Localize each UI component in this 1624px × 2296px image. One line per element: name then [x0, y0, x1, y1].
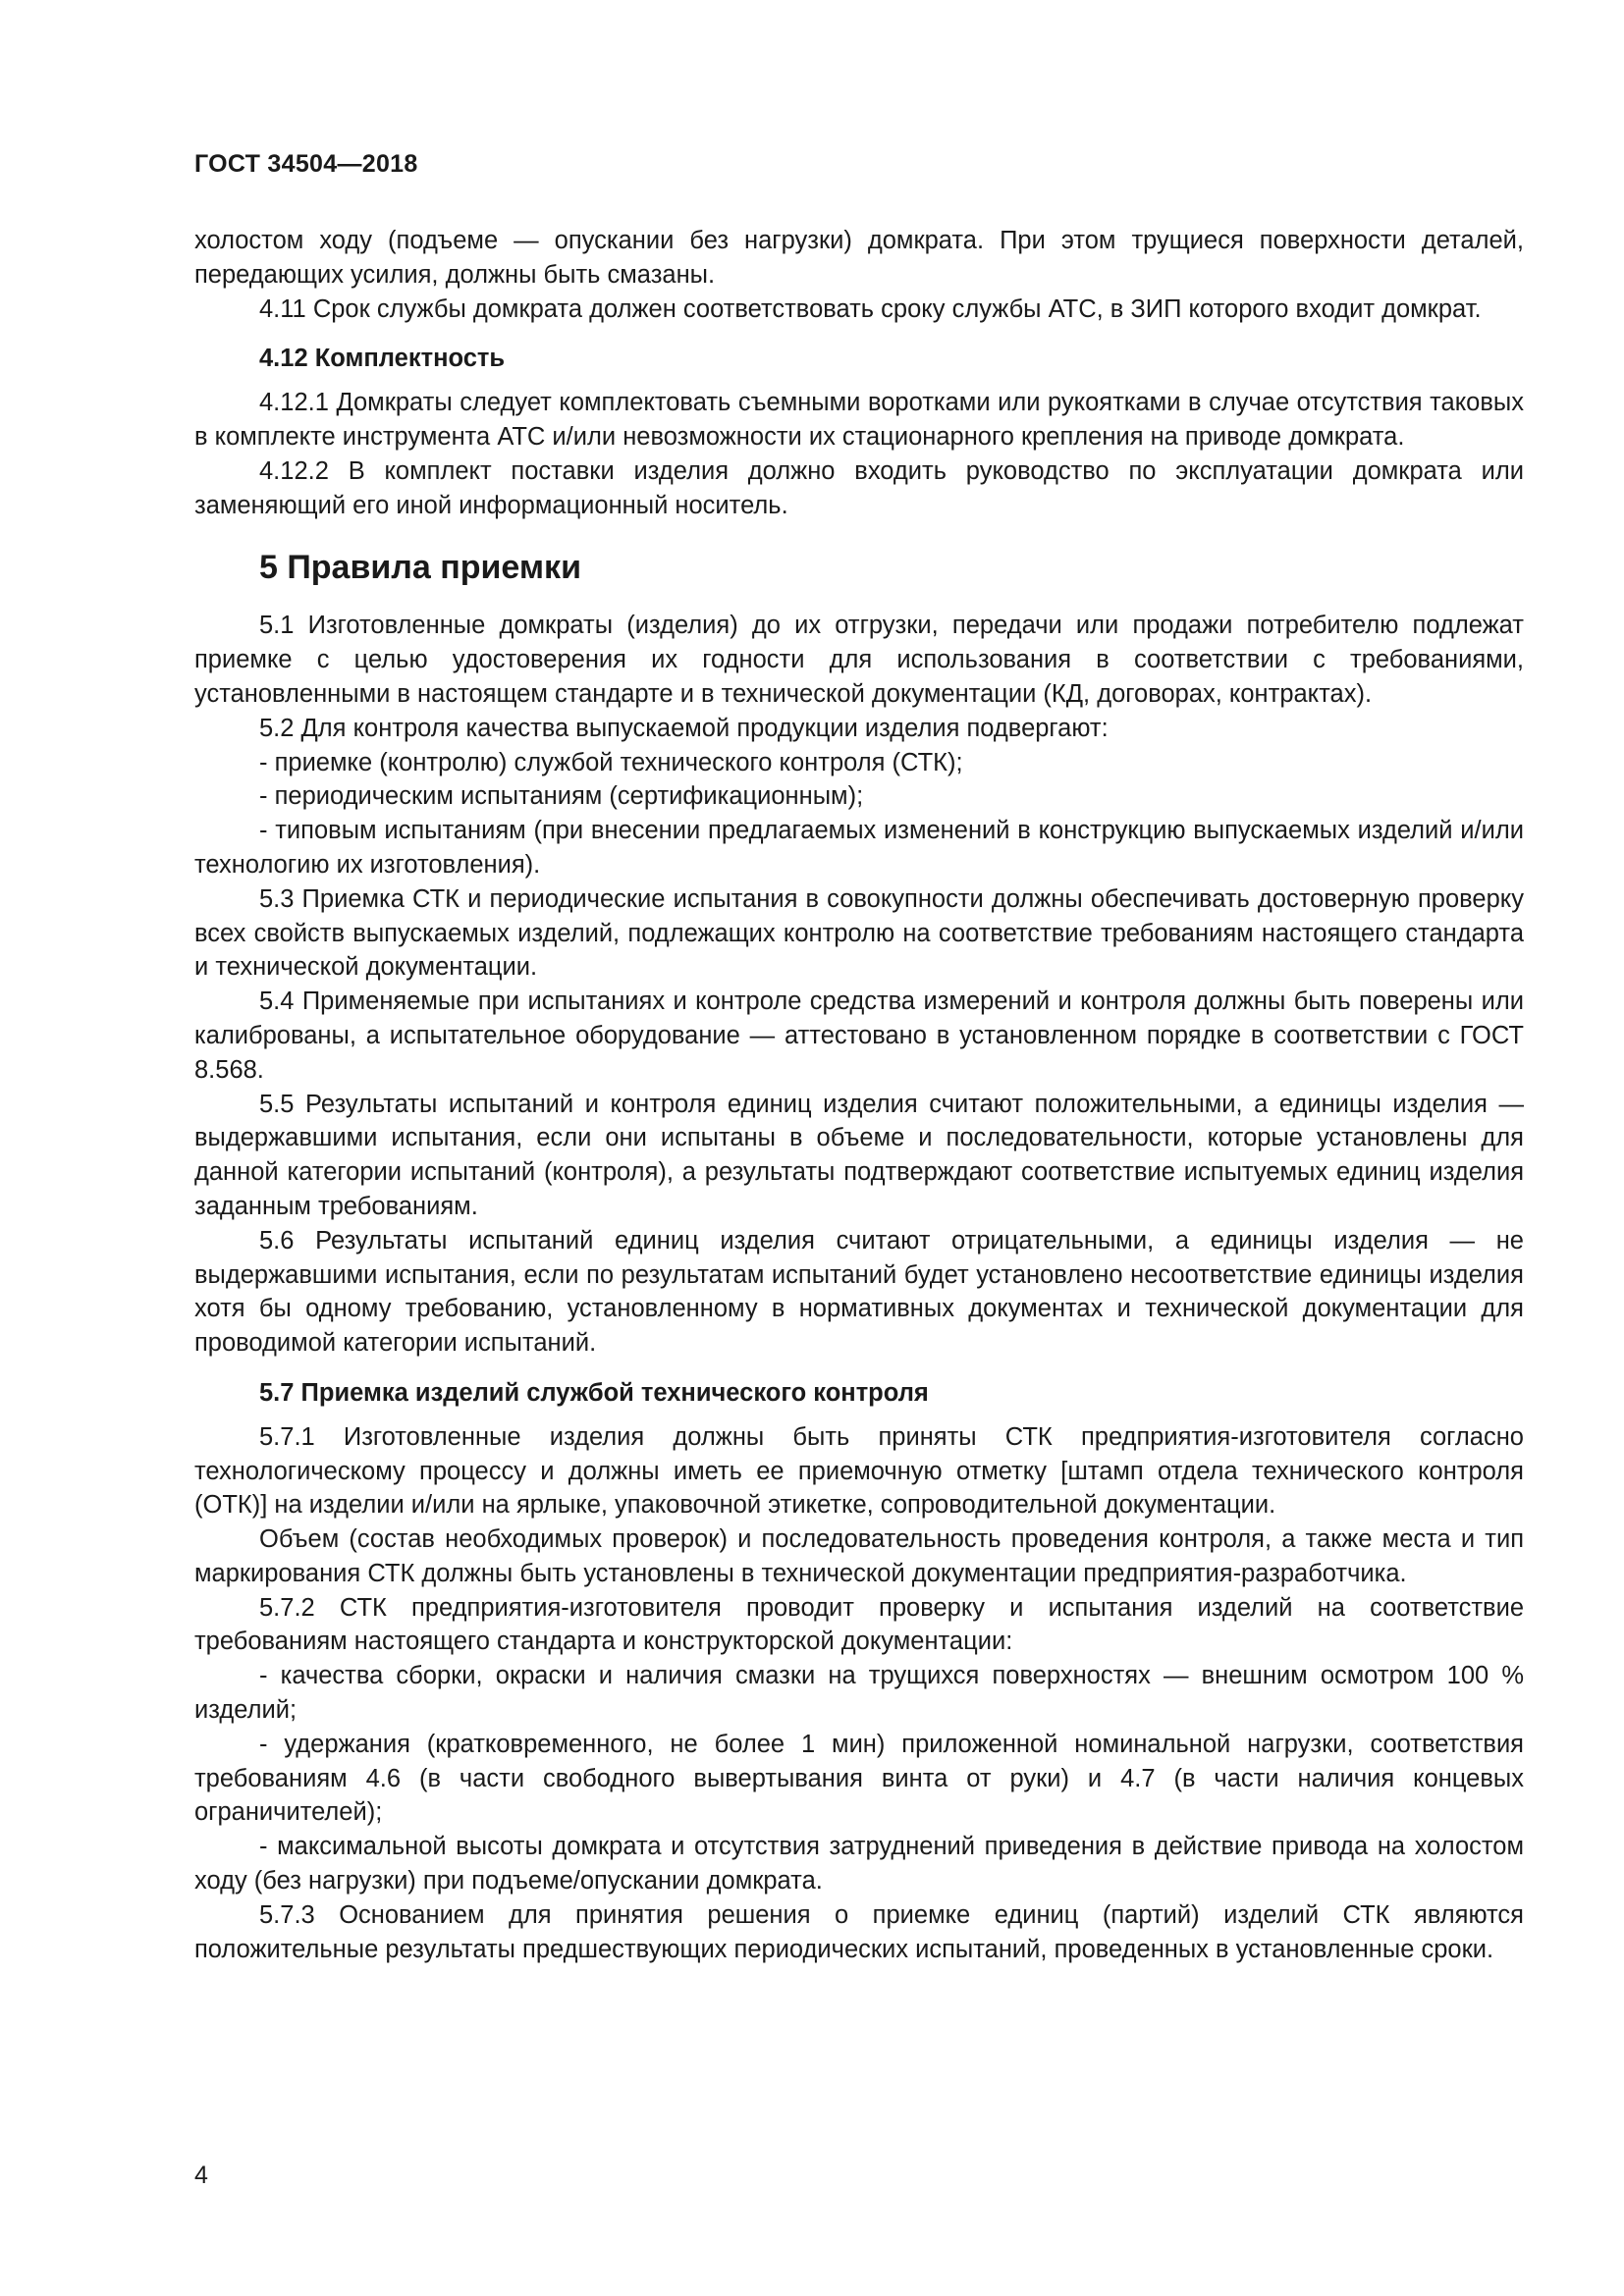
heading-5-7: 5.7 Приемка изделий службой технического контроля — [259, 1378, 929, 1407]
paragraph-5-2: 5.2 Для контроля качества выпускаемой продукции изделия подвергают: — [259, 714, 1109, 742]
paragraph-continuation: холостом ходу (подъеме — опускании без нагрузки) домкрата. При этом трущиеся поверхности деталей, передающих усилия, должны быть смазаны. — [194, 227, 1524, 289]
paragraph-4-11: 4.11 Срок службы домкрата должен соответствовать сроку службы АТС, в ЗИП которого входит домкрат. — [259, 294, 1482, 323]
paragraph-5-4: 5.4 Применяемые при испытаниях и контроле средства измерений и контроля должны быть поверены или калиброваны, а испытательное оборудование — аттестовано в установленном порядке в соответствии с ГОСТ 8.568. — [194, 988, 1524, 1084]
paragraph-5-1: 5.1 Изготовленные домкраты (изделия) до их отгрузки, передачи или продажи потребителю подлежат приемке с целью удостоверения их годности для использования в соответствии с требованиями, установленными в настоящем стандарте и в технической документации (КД, договорах, контрактах). — [194, 612, 1524, 708]
paragraph-5-7-1-b: Объем (состав необходимых проверок) и последовательность проведения контроля, а также места и тип маркирования СТК должны быть установлены в технической документации предприятия-разработчика. — [194, 1525, 1524, 1587]
list-item-5-7-2-a: - качества сборки, окраски и наличия смазки на трущихся поверхностях — внешним осмотром 100 % изделий; — [194, 1662, 1524, 1725]
paragraph-5-6: 5.6 Результаты испытаний единиц изделия считают отрицательными, а единицы изделия — не выдержавшими испытания, если по результатам испытаний будет установлено несоответствие единицы изделия хотя бы одному требованию, установленному в нормативных документах и технической документации для проводимой категории испытаний. — [194, 1226, 1524, 1358]
paragraph-4-12-1: 4.12.1 Домкраты следует комплектовать съемными воротками или рукоятками в случае отсутствия таковых в комплекте инструмента АТС и/или невозможности их стационарного крепления на приводе домкрата. — [194, 389, 1524, 451]
paragraph-5-3: 5.3 Приемка СТК и периодические испытания в совокупности должны обеспечивать достоверную проверку всех свойств выпускаемых изделий, подлежащих контролю на соответствие требованиям настоящего стандарта и технической документации. — [194, 884, 1524, 982]
document-body — [194, 224, 1524, 1966]
paragraph-5-7-3: 5.7.3 Основанием для принятия решения о приемке единиц (партий) изделий СТК являются положительные результаты предшествующих периодических испытаний, проведенных в установленные сроки. — [194, 1900, 1524, 1963]
paragraph-5-5: 5.5 Результаты испытаний и контроля единиц изделия считают положительными, а единицы изделия — выдержавшими испытания, если они испытаны в объеме и последовательности, которые установлены для данной категории испытаний (контроля), а результаты подтверждают соответствие испытуемых единиц изделия заданным требованиям. — [194, 1090, 1524, 1220]
paragraph-5-7-2: 5.7.2 СТК предприятия-изготовителя проводит проверку и испытания изделий на соответствие требованиям настоящего стандарта и конструкторской документации: — [194, 1593, 1524, 1656]
list-item-5-7-2-c: - максимальной высоты домкрата и отсутствия затруднений приведения в действие привода на холостом ходу (без нагрузки) при подъеме/опускании домкрата. — [194, 1833, 1524, 1896]
heading-4-12: 4.12 Комплектность — [259, 345, 506, 373]
section-5-title: 5 Правила приемки — [259, 549, 581, 587]
list-item-5-2-b: - периодическим испытаниям (сертификационным); — [259, 782, 864, 811]
list-item-5-7-2-b: - удержания (кратковременного, не более 1 мин) приложенной номинальной нагрузки, соответствия требованиям 4.6 (в части свободного вывертывания винта от руки) и 4.7 (в части наличия концевых ограничителей); — [194, 1730, 1524, 1827]
paragraph-4-12-2: 4.12.2 В комплект поставки изделия должно входить руководство по эксплуатации домкрата или заменяющий его иной информационный носитель. — [194, 456, 1524, 519]
list-item-5-2-a: - приемке (контролю) службой технического контроля (СТК); — [259, 748, 963, 776]
paragraph-5-7-1: 5.7.1 Изготовленные изделия должны быть приняты СТК предприятия-изготовителя согласно технологическому процессу и должны иметь ее приемочную отметку [штамп отдела технического контроля (ОТК)] на изделии и/или на ярлыке, упаковочной этикетке, сопроводительной документации. — [194, 1422, 1524, 1520]
list-item-5-2-c: - типовым испытаниям (при внесении предлагаемых изменений в конструкцию выпускаемых изделий и/или технологию их изготовления). — [194, 817, 1524, 879]
page-number: 4 — [194, 2162, 208, 2189]
document-header: ГОСТ 34504—2018 — [194, 150, 418, 178]
